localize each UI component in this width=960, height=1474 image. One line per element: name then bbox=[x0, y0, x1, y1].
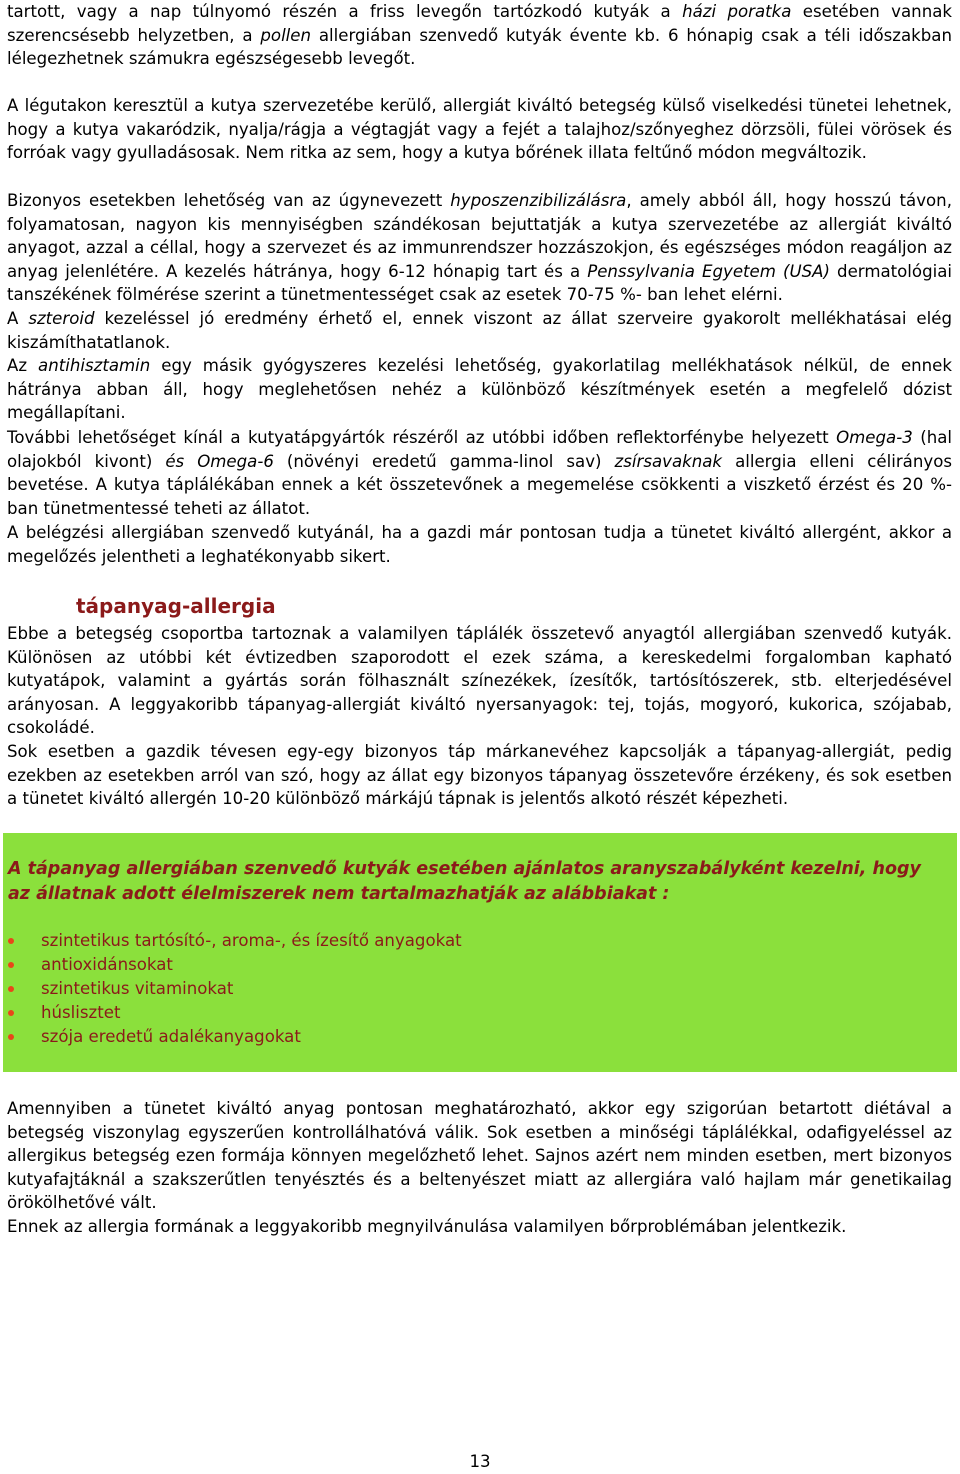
italic-term: pollen bbox=[260, 25, 312, 45]
golden-rule-box bbox=[3, 833, 957, 1072]
paragraph-skin-problem bbox=[7, 1215, 952, 1239]
paragraph-hyposensitization bbox=[7, 189, 952, 307]
list-item: antioxidánsokat bbox=[3, 953, 462, 977]
paragraph-diet-control bbox=[7, 1097, 952, 1215]
italic-term: házi poratka bbox=[682, 2, 792, 21]
text-run: Az bbox=[7, 356, 39, 375]
paragraph-antihistamine bbox=[7, 354, 952, 425]
italic-term: Penssylvania Egyetem (USA) bbox=[587, 261, 830, 281]
text-run: A belégzési allergiában szenvedő kutyánál, ha a gazdi már pontosan tudja a tünetet kiváltó allergént, akkor a megelőzés jelentheti a leghatékonyabb sikert. bbox=[7, 523, 952, 566]
paragraph-pollen-season bbox=[7, 0, 952, 71]
italic-term: és Omega-6 bbox=[165, 451, 274, 471]
italic-term: Omega-3 bbox=[836, 428, 913, 447]
page-number: 13 bbox=[469, 1452, 491, 1471]
paragraph-omega bbox=[7, 426, 952, 520]
text-run: dermatológiai tanszékének fölmérése szerint a tünetmentességet csak az esetek 70-75 %- ban lehet elérni. bbox=[7, 261, 952, 305]
text-run: esetében vannak szerencsésebb helyzetben, a bbox=[7, 2, 952, 45]
paragraph-steroid bbox=[7, 307, 952, 354]
italic-term: zsírsavaknak bbox=[614, 451, 723, 471]
section-title: tápanyag-allergia bbox=[76, 594, 276, 618]
paragraph-food-allergy-intro bbox=[7, 622, 952, 740]
text-run: A bbox=[7, 309, 29, 328]
text-run: kezeléssel jó eredmény érhető el, ennek viszont az állat szerveire gyakorolt mellékhatásai elég kiszámíthatatlanok. bbox=[7, 309, 952, 352]
text-run: allergia elleni célirányos bevetése. A kutya táplálékában ennek a két összetevőnek a megemelése csökkenti a viszkető érzést és 20 %-ban tünetmentessé teheti az állatot. bbox=[7, 451, 952, 518]
text-run: Ennek az allergia formának a leggyakoribb megnyilvánulása valamilyen bőrproblémában jelentkezik. bbox=[7, 1217, 847, 1236]
text-run: Ebbe a betegség csoportba tartoznak a valamilyen táplálék összetevő anyagtól allergiában szenvedő kutyák. Különösen az utóbbi két évtizedben szaporodott el ezek száma, a kereskedelmi forgalomban kapható kutyatápok, valamint a gyártás során fölhasznált színezékek, ízesítők, tartósítószerek, stb. elterjedésével arányosan. A leggyakoribb tápanyag-allergiát kiváltó nyersanyagok: tej, tojás, mogyoró, kukorica, szójabab, csokoládé. bbox=[7, 624, 952, 738]
list-item: szintetikus tartósító-, aroma-, és ízesítő anyagokat bbox=[3, 929, 462, 953]
text-run: , amely abból áll, hogy hosszú távon, folyamatosan, nagyon kis mennyiségben szándékosan bejuttatják a kutya szervezetébe az allergiát kiváltó anyagot, azzal a céllal, hogy a szervezet és az immunrendszer hozzászokjon, és egészséges módon reagáljon az anyag jelenlétére. A kezelés hátránya, hogy 6-12 hónapig tart és a bbox=[7, 191, 952, 281]
italic-term: antihisztamin bbox=[38, 356, 151, 375]
text-run: További lehetőséget kínál a kutyatápgyártók részéről az utóbbi időben reflektorfénybe helyezett bbox=[7, 428, 837, 447]
text-run: A légutakon keresztül a kutya szervezetébe kerülő, allergiát kiváltó betegség külső viselkedési tünetei lehetnek, hogy a kutya vakaródzik, nyalja/rágja a végtagját vagy a fejét a talajhoz/szőnyeghez dörzsöli, fülei vörösek és forróak vagy gyulladásosak. Nem ritka az sem, hogy a kutya bőrének illata feltűnő módon megváltozik. bbox=[7, 96, 952, 163]
italic-term: hyposzenzibilizálásra bbox=[450, 191, 627, 210]
text-run: tartott, vagy a nap túlnyomó részén a friss levegőn tartózkodó kutyák a bbox=[7, 2, 683, 21]
paragraph-brand-misconception bbox=[7, 740, 952, 811]
paragraph-prevention bbox=[7, 521, 952, 568]
golden-rule-heading: A tápanyag allergiában szenvedő kutyák esetében ajánlatos aranyszabályként kezelni, hogy az állatnak adott élelmiszerek nem tartalmazhatják az alábbiakat : bbox=[8, 859, 921, 904]
list-item: húslisztet bbox=[3, 1001, 462, 1025]
list-item: szója eredetű adalékanyagokat bbox=[3, 1025, 462, 1049]
text-run: (hal olajokból kivont) bbox=[7, 428, 952, 471]
list-item: szintetikus vitaminokat bbox=[3, 977, 462, 1001]
forbidden-ingredients-list bbox=[3, 929, 462, 1049]
text-run: allergiában szenvedő kutyák évente kb. 6 hónapig csak a téli időszakban lélegezhetnek számukra egészségesebb levegőt. bbox=[7, 25, 952, 69]
text-run: Sok esetben a gazdik tévesen egy-egy bizonyos táp márkanevéhez kapcsolják a tápanyag-allergiát, pedig ezekben az esetekben arról van szó, hogy az állat egy bizonyos tápanyag összetevőre érzékeny, és sok esetben a tünetet kiváltó allergén 10-20 különböző márkájú tápnak is jelentős alkotó részét képezheti. bbox=[7, 742, 952, 809]
italic-term: szteroid bbox=[28, 309, 95, 328]
paragraph-airway-symptoms bbox=[7, 94, 952, 165]
text-run: (növényi eredetű gamma-linol sav) bbox=[273, 451, 615, 471]
text-run: Amennyiben a tünetet kiváltó anyag pontosan meghatározható, akkor egy szigorúan betartott diétával a betegség viszonylag egyszerűen kontrollálhatóvá válik. Sok esetben a minőségi táplálékkal, odafigyeléssel az allergikus betegség ezen formája könnyen megelőzhető lehet. Sajnos azért nem minden esetben, mert bizonyos kutyafajtáknál a szakszerűtlen tenyésztés és a beltenyészet miatt az allergiára való hajlam már genetikailag örökölhetővé vált. bbox=[7, 1099, 952, 1213]
text-run: egy másik gyógyszeres kezelési lehetőség, gyakorlatilag mellékhatások nélkül, de ennek hátránya abban áll, hogy meglehetősen nehéz a különböző készítmények esetén a megfelelő dózist megállapítani. bbox=[7, 356, 952, 423]
text-run: Bizonyos esetekben lehetőség van az úgynevezett bbox=[7, 191, 451, 210]
